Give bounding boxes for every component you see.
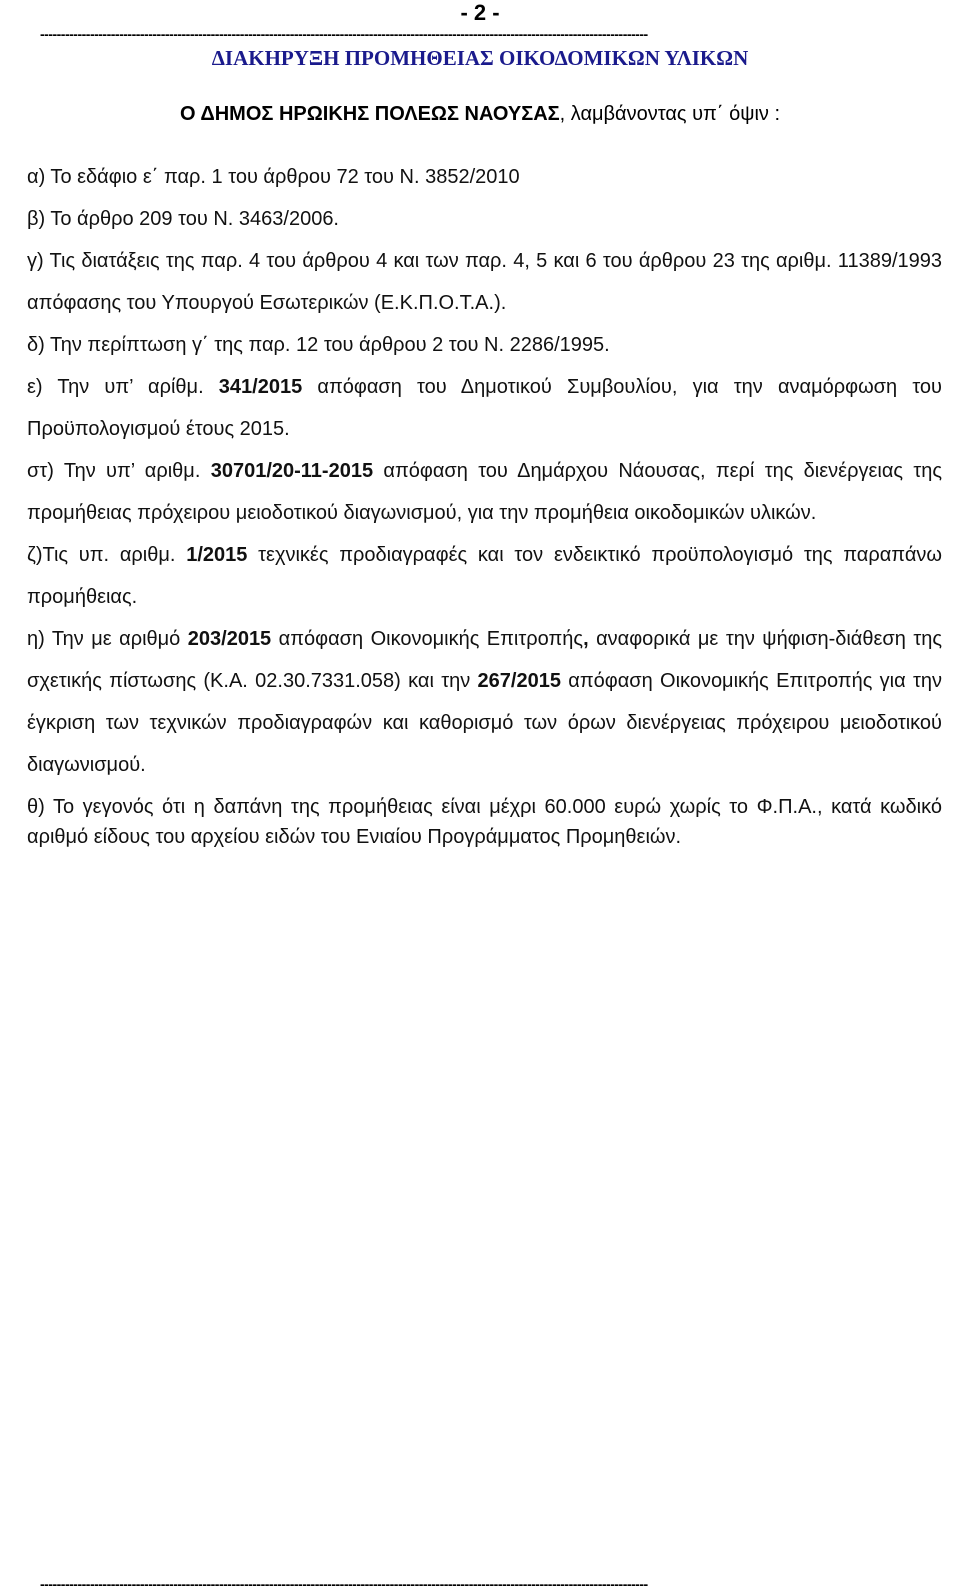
footer-dash-separator: -------------------------------------------------------------------------------------------------------------------------------------------------- <box>40 1576 648 1592</box>
item-a: α) Το εδάφιο ε΄ παρ. 1 του άρθρου 72 του Ν. 3852/2010 <box>27 166 520 188</box>
document-title: ΔΙΑΚΗΡΥΞΗ ΠΡΟΜΗΘΕΙΑΣ ΟΙΚΟΔΟΜΙΚΩΝ ΥΛΙΚΩΝ <box>211 46 749 70</box>
item-h-number-2: 267/2015 <box>477 670 561 692</box>
item-z-pre: ζ)Τις υπ. αριθμ. <box>27 544 187 566</box>
item-th: θ) Το γεγονός ότι η δαπάνη της προμήθειας είναι μέχρι 60.000 ευρώ χωρίς το Φ.Π.Α., κατά κωδικό αριθμό είδους του αρχείου ειδών του Ενιαίου Προγράμματος Προμηθειών. <box>27 796 942 848</box>
item-d: δ) Την περίπτωση γ΄ της παρ. 12 του άρθρου 2 του Ν. 2286/1995. <box>27 334 610 356</box>
item-h-mid-1: απόφαση Οικονομικής Επιτροπής <box>271 628 584 650</box>
item-c: γ) Τις διατάξεις της παρ. 4 του άρθρου 4 και των παρ. 4, 5 και 6 του άρθρου 23 της αριθμ. 11389/1993 απόφασης του Υπουργού Εσωτερικών (Ε.Κ.Π.Ο.Τ.Α.). <box>27 250 942 314</box>
item-h-comma: , <box>583 628 589 650</box>
preamble <box>0 100 960 128</box>
item-h <box>27 618 942 786</box>
item-e-post: απόφαση του Δημοτικού Συμβουλίου, για την αναμόρφωση του Προϋπολογισμού έτους 2015. <box>27 376 942 440</box>
item-z <box>27 534 942 618</box>
item-h-mid-2: αναφορικά με την ψήφιση-διάθεση της σχετικής πίστωσης (Κ.Α. 02.30.7331.058) και την <box>27 628 942 692</box>
page-number: - 2 - <box>460 0 500 25</box>
considerations-list <box>27 156 942 852</box>
preamble-text: , λαμβάνοντας υπ΄ όψιν : <box>559 103 781 125</box>
item-h-post: απόφαση Οικονομικής Επιτροπής για την έγκριση των τεχνικών προδιαγραφών και καθορισμό των όρων διενέργειας πρόχειρου μειοδοτικού διαγωνισμού. <box>27 670 942 776</box>
item-h-pre: η) Την με αριθμό <box>27 628 188 650</box>
item-e-pre: ε) Την υπ’ αρίθμ. <box>27 376 219 398</box>
item-h-number-1: 203/2015 <box>187 628 272 650</box>
item-e <box>27 366 942 450</box>
item-st-number: 30701/20-11-2015 <box>210 460 374 482</box>
item-st-pre: στ) Την υπ’ αριθμ. <box>27 460 211 482</box>
item-st <box>27 450 942 534</box>
item-z-number: 1/2015 <box>186 544 248 566</box>
municipality-name: Ο ΔΗΜΟΣ ΗΡΩΙΚΗΣ ΠΟΛΕΩΣ ΝΑΟΥΣΑΣ <box>179 103 560 125</box>
item-e-number: 341/2015 <box>218 376 303 398</box>
item-z-post: τεχνικές προδιαγραφές και τον ενδεικτικό προϋπολογισμό της παραπάνω προμήθειας. <box>27 544 942 608</box>
header-dash-separator: -------------------------------------------------------------------------------------------------------------------------------------------------- <box>40 26 648 42</box>
item-b: β) Το άρθρο 209 του Ν. 3463/2006. <box>27 208 339 230</box>
item-st-post: απόφαση του Δημάρχου Νάουσας, περί της διενέργειας της προμήθειας πρόχειρου μειοδοτικού διαγωνισμού, για την προμήθεια οικοδομικών υλικών. <box>27 460 942 524</box>
